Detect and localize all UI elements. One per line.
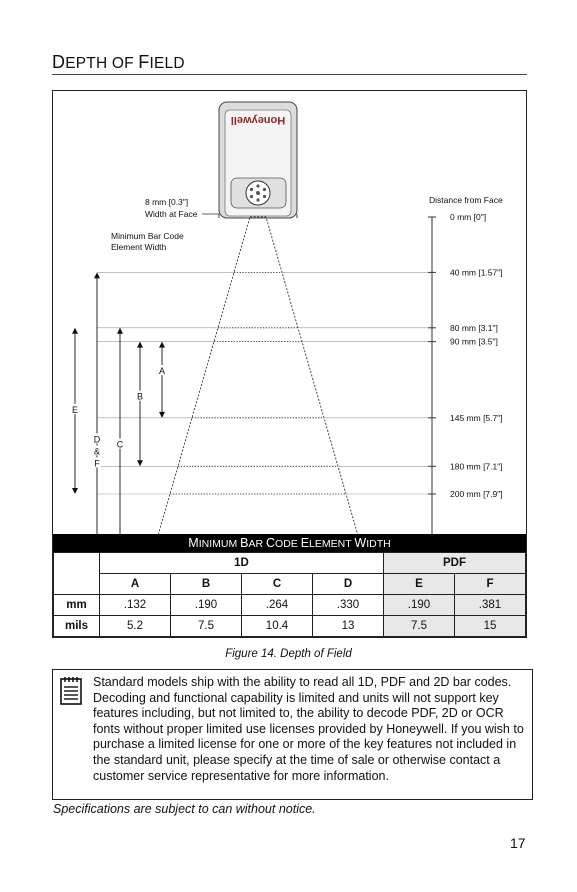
arrowhead-down (72, 488, 78, 494)
scanner-device (219, 102, 297, 218)
col-header: A (100, 574, 171, 595)
distance-label: 90 mm [3.5"] (450, 336, 498, 347)
row-header: mils (54, 616, 100, 637)
table-cell: .381 (455, 595, 526, 616)
distance-label: 145 mm [5.7"] (450, 412, 503, 423)
notepad-icon (59, 676, 83, 706)
brand-logo: Honeywell (230, 114, 286, 126)
arrowhead-up (137, 342, 143, 348)
note-text: Standard models ship with the ability to read all 1D, PDF and 2D bar codes. Decoding and functional capability is limited and units will not support key features including, but not limited to, the ability to decode PDF, 2D or OCR fonts without proper limited use licenses provided by Honeywell. If you wish to purchase a limited license for one or more of the key features not included in the standard unit, please specify at the time of sale or otherwise contact a customer service representative for more information. (93, 675, 524, 783)
distance-label: 180 mm [7.1"] (450, 461, 503, 472)
width-at-face-value: 8 mm [0.3"] (145, 197, 189, 207)
table-cell: 10.4 (242, 616, 313, 637)
figure-caption: Figure 14. Depth of Field (225, 648, 352, 660)
distance-label: 80 mm [3.1"] (450, 322, 498, 333)
table-cell: .132 (100, 595, 171, 616)
col-header: E (384, 574, 455, 595)
page-title: DEPTH OF FIELD (52, 52, 185, 72)
min-bar-code-label: Minimum Bar Code (111, 231, 184, 241)
table-cell: 5.2 (100, 616, 171, 637)
group-pdf: PDF (384, 553, 526, 574)
range-label: C (116, 439, 124, 450)
range-label: A (158, 366, 166, 377)
distance-from-face-label: Distance from Face (429, 195, 503, 205)
range-label: B (136, 391, 144, 402)
element-width-label: Element Width (111, 242, 167, 252)
row-header: mm (54, 595, 100, 616)
col-header: B (171, 574, 242, 595)
arrowhead-down (137, 460, 143, 466)
distance-label: 0 mm [0"] (450, 212, 487, 222)
min-bar-code-table (53, 552, 526, 637)
width-at-face-label: Width at Face (145, 209, 198, 219)
col-header: F (455, 574, 526, 595)
table-cell: .264 (242, 595, 313, 616)
depth-of-field-diagram (52, 90, 527, 534)
table-cell: 7.5 (384, 616, 455, 637)
range-label: D (93, 434, 101, 445)
table-row (54, 595, 526, 616)
table-title: MINIMUM BAR CODE ELEMENT WIDTH (53, 534, 526, 552)
table-cell: 13 (313, 616, 384, 637)
col-header: D (313, 574, 384, 595)
table-row (54, 616, 526, 637)
table-corner-cell (54, 553, 100, 595)
scan-cone (130, 217, 386, 534)
title-rule (52, 74, 527, 75)
table-cell: .330 (313, 595, 384, 616)
range-label: & (93, 446, 101, 457)
arrowhead-up (159, 342, 165, 348)
range-label: E (71, 404, 79, 415)
arrowhead-up (72, 328, 78, 334)
table-cell: 15 (455, 616, 526, 637)
arrowhead-down (159, 412, 165, 418)
range-label: F (94, 458, 100, 469)
table-header-row (54, 574, 526, 595)
arrowhead-up (94, 272, 100, 278)
group-1d: 1D (100, 553, 384, 574)
distance-label: 40 mm [1.57"] (450, 267, 503, 278)
table-cell: 7.5 (171, 616, 242, 637)
table-cell: .190 (171, 595, 242, 616)
distance-label: 200 mm [7.9"] (450, 489, 503, 499)
table-cell: .190 (384, 595, 455, 616)
table-group-row (54, 553, 526, 574)
col-header: C (242, 574, 313, 595)
specifications-note: Specifications are subject to can without notice. (53, 802, 316, 816)
page-number: 17 (510, 835, 526, 851)
note-box (52, 669, 533, 800)
arrowhead-up (117, 328, 123, 334)
